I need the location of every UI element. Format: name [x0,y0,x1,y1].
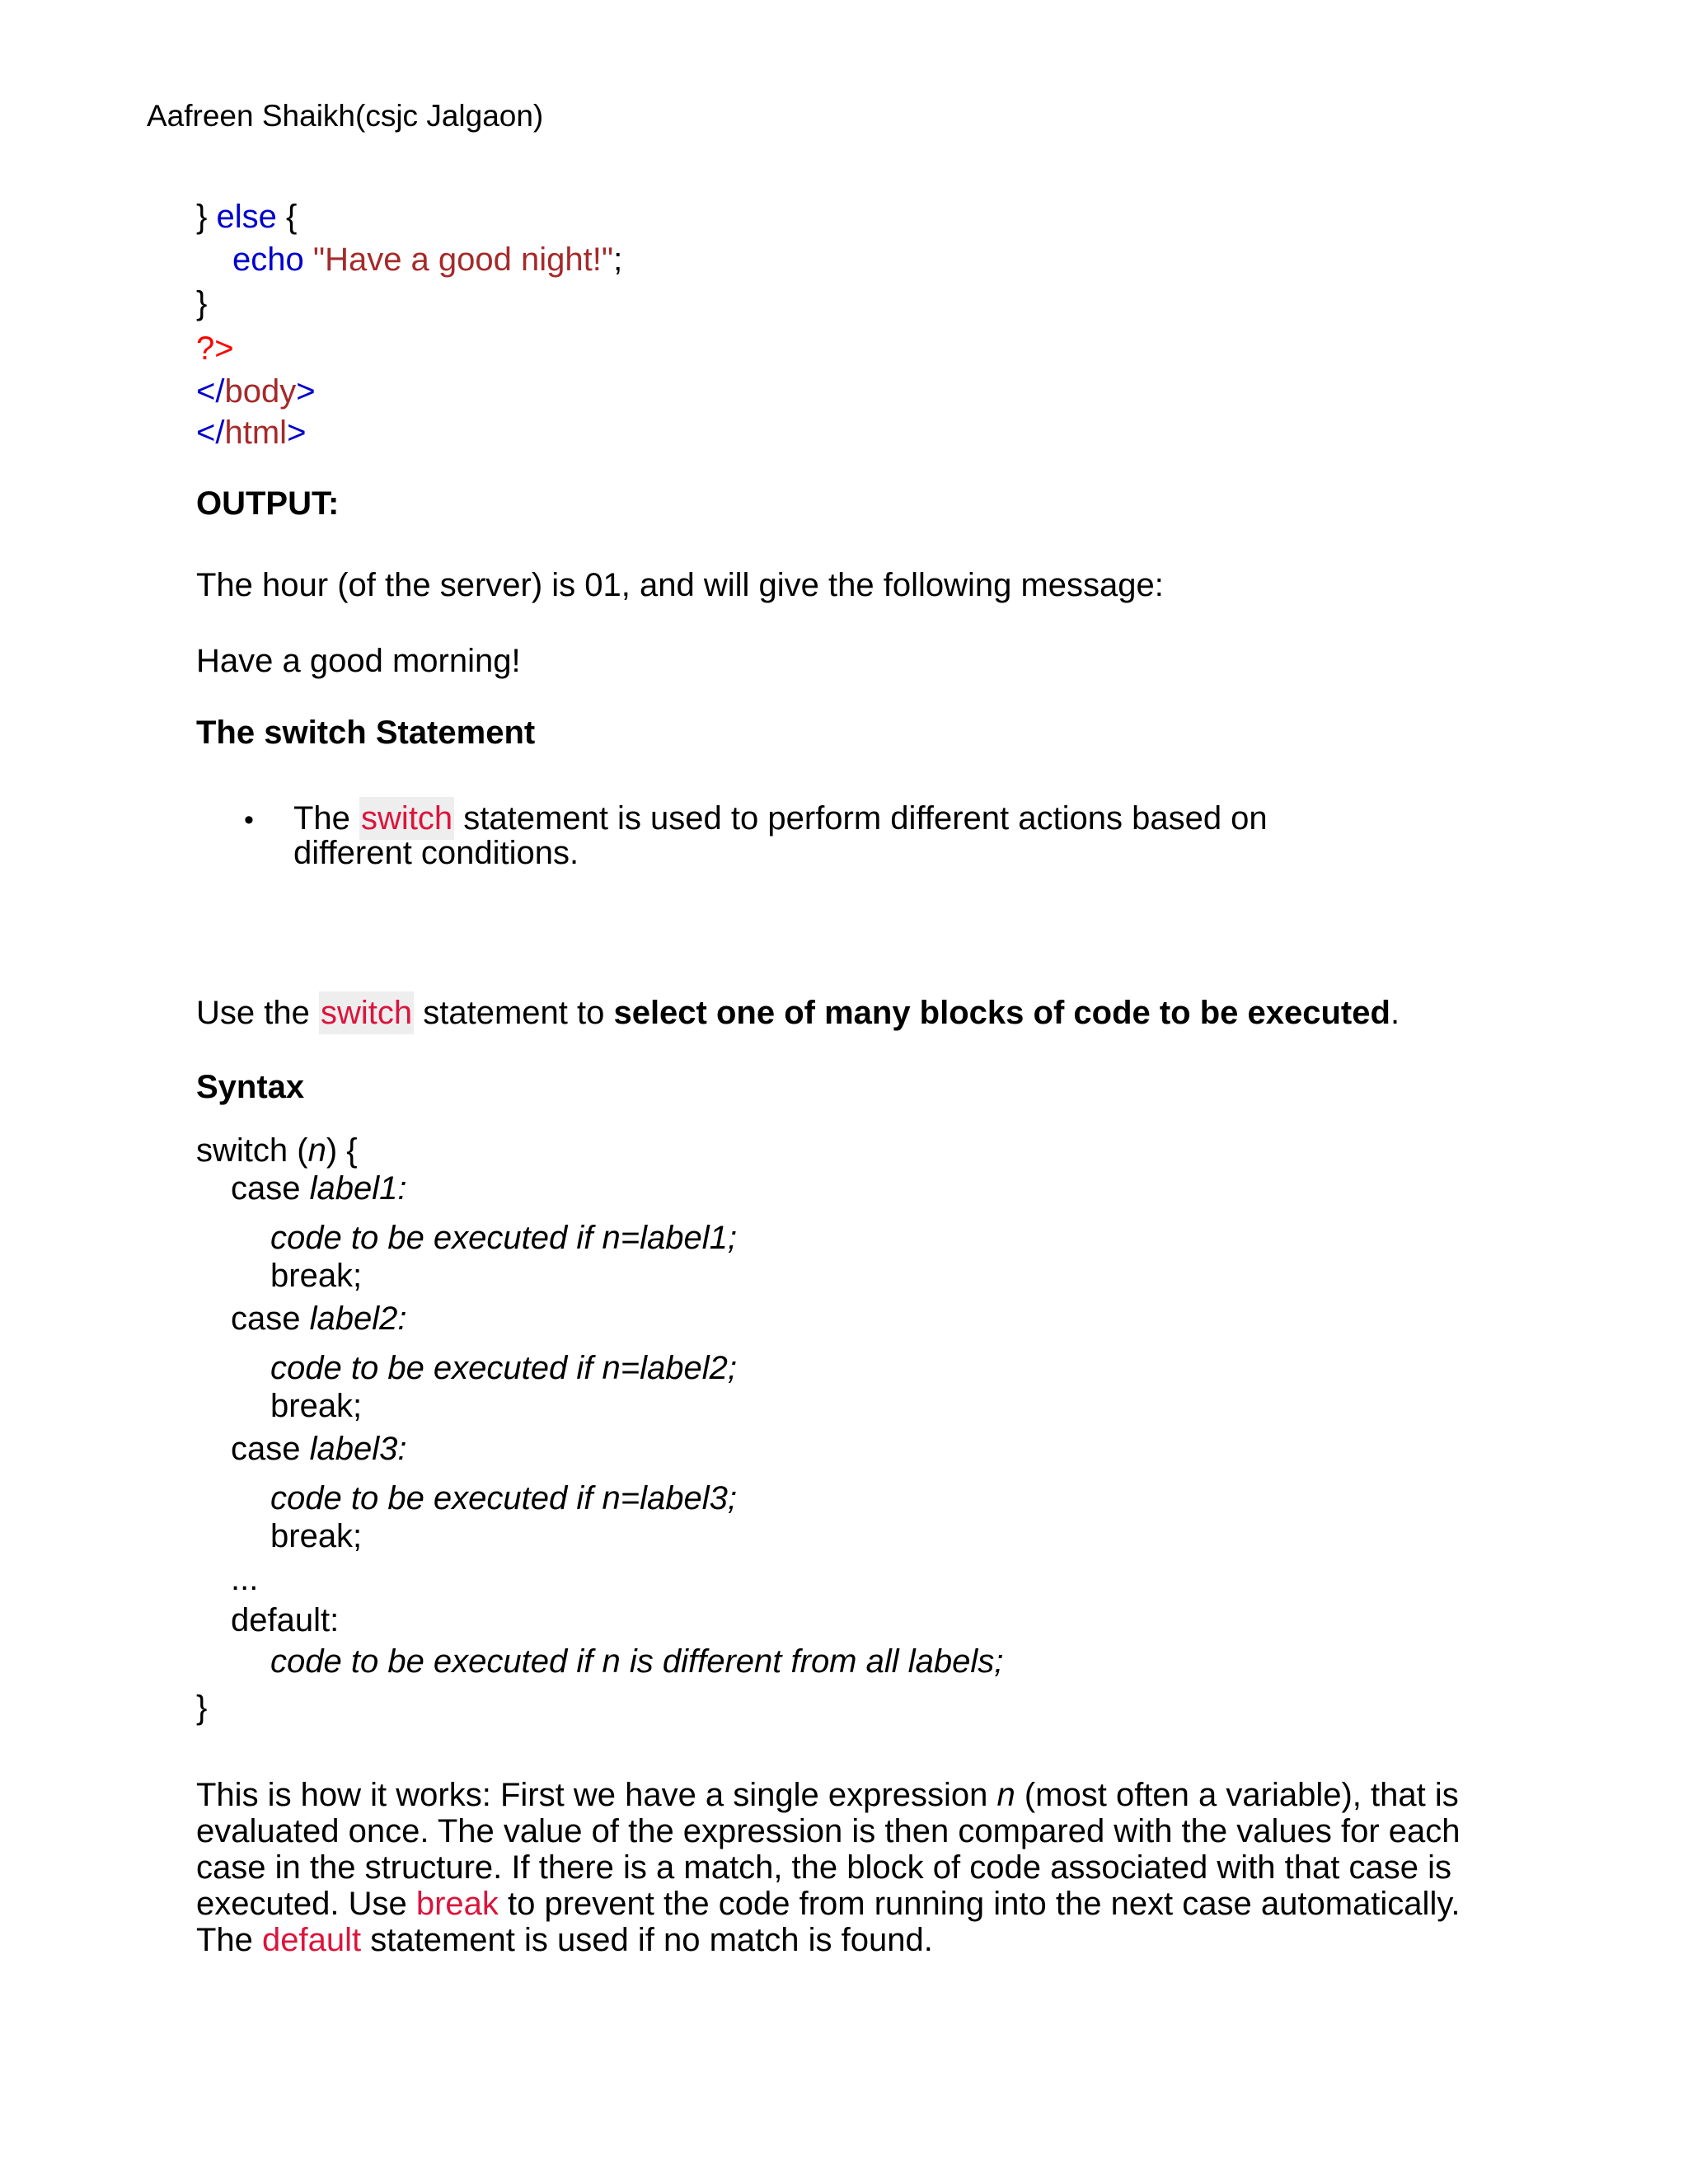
syntax-code-2: code to be executed if n=label2; [270,1350,737,1386]
code-line-echo: echo "Have a good night!"; [232,241,623,278]
output-line-1: The hour (of the server) is 01, and will give the following message: [196,567,1164,603]
syntax-code-default: code to be executed if n is different from all labels; [270,1643,1004,1680]
use-switch-bold: select one of many blocks of code to be executed [613,995,1390,1031]
explanation-line-1: This is how it works: First we have a single expression n (most often a variable), that is [196,1777,1459,1813]
syntax-case-3: case label3: [231,1431,407,1467]
code-line-else: } else { [196,199,298,235]
syntax-case-1: case label1: [231,1170,407,1207]
explanation-line-4: executed. Use break to prevent the code from running into the next case automatically. [196,1886,1461,1922]
else-keyword: else [216,199,277,235]
syntax-default: default: [231,1602,340,1638]
bullet-symbol: • [244,804,254,836]
echo-keyword: echo [232,241,304,278]
explanation-line-2: evaluated once. The value of the expression is then compared with the values for each [196,1813,1461,1849]
code-line-html-close: </html> [196,415,307,451]
code-line-php-close: ?> [196,330,234,367]
syntax-code-3: code to be executed if n=label3; [270,1480,737,1516]
syntax-break-3: break; [270,1518,363,1554]
switch-keyword-highlight-2: switch [319,991,414,1034]
default-keyword: default [262,1922,362,1958]
explanation-line-5: The default statement is used if no match is found. [196,1922,933,1958]
bullet-line-2: different conditions. [293,835,579,871]
syntax-break-1: break; [270,1258,363,1294]
code-line-close-brace: } [196,285,208,321]
echo-string: "Have a good night!" [303,241,614,278]
switch-keyword-highlight: switch [359,797,454,840]
syntax-break-2: break; [270,1388,363,1424]
explanation-line-3: case in the structure. If there is a match, the block of code associated with that case is [196,1849,1451,1886]
switch-heading: The switch Statement [196,715,536,751]
break-keyword: break [415,1886,499,1922]
syntax-code-1: code to be executed if n=label1; [270,1220,737,1256]
syntax-switch-line: switch (n) { [196,1132,358,1169]
syntax-close-brace: } [196,1690,208,1726]
output-line-2: Have a good morning! [196,643,521,679]
bullet-line-1: The switch statement is used to perform different actions based on [293,802,1268,835]
use-switch-sentence: Use the switch statement to select one of many blocks of code to be executed. [196,996,1400,1029]
syntax-case-2: case label2: [231,1301,407,1337]
code-line-body-close: </body> [196,373,316,410]
syntax-ellipsis: ... [231,1561,259,1597]
output-heading: OUTPUT: [196,485,340,522]
page-header-author: Aafreen Shaikh(csjc Jalgaon) [147,99,544,133]
syntax-heading: Syntax [196,1069,305,1105]
